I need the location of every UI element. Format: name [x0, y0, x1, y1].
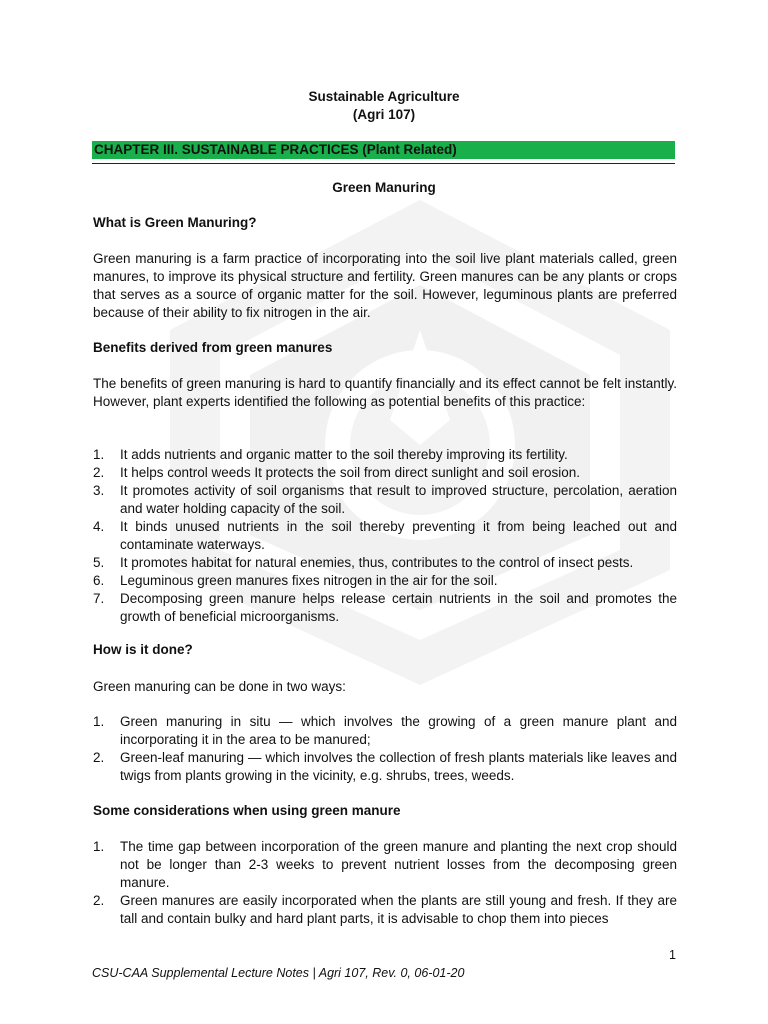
footer-note: CSU-CAA Supplemental Lecture Notes | Agri 107, Rev. 0, 06-01-20	[92, 966, 465, 980]
section-title: Green Manuring	[332, 180, 436, 195]
list-item-text: Green-leaf manuring — which involves the collection of fresh plants materials like leaves and twigs from plants growing in the vicinity, e.g. shrubs, trees, weeds.	[120, 750, 677, 783]
list-number: 7.	[93, 591, 105, 606]
list-item-text: Green manures are easily incorporated when the plants are still young and fresh. If they are tall and contain bulky and hard plant parts, it is advisable to chop them into pieces	[120, 893, 677, 926]
list-item-text: It adds nutrients and organic matter to the soil thereby improving its fertility.	[120, 447, 568, 462]
list-number: 2.	[93, 893, 105, 908]
list-item	[93, 713, 677, 749]
considerations-list	[93, 838, 677, 928]
how-intro-paragraph: Green manuring can be done in two ways:	[93, 679, 346, 694]
list-item	[93, 572, 677, 590]
list-item	[93, 892, 677, 928]
benefits-heading: Benefits derived from green manures	[93, 340, 333, 355]
definition-paragraph: Green manuring is a farm practice of incorporating into the soil live plant materials called, green manures, to improve its physical structure and fertility. Green manures can be any plants or crops that serves as a source of organic matter for the soil. However, leguminous plants are preferred because of their ability to fix nitrogen in the air.	[93, 251, 677, 320]
list-item-text: Green manuring in situ — which involves the growing of a green manure plant and incorporating it in the area to be manured;	[120, 714, 677, 747]
list-item	[93, 518, 677, 554]
page-number: 1	[669, 948, 676, 962]
considerations-heading: Some considerations when using green manure	[93, 803, 401, 818]
list-number: 1.	[93, 447, 105, 462]
list-item-text: Decomposing green manure helps release certain nutrients in the soil and promotes the growth of beneficial microorganisms.	[120, 591, 677, 624]
list-item-text: It helps control weeds It protects the soil from direct sunlight and soil erosion.	[120, 465, 580, 480]
list-item-text: It promotes habitat for natural enemies, thus, contributes to the control of insect pests.	[120, 555, 634, 570]
how-heading: How is it done?	[93, 642, 193, 657]
course-code: (Agri 107)	[352, 107, 416, 122]
question-heading-what: What is Green Manuring?	[93, 215, 257, 230]
list-item	[93, 838, 677, 892]
list-number: 6.	[93, 573, 105, 588]
list-number: 1.	[93, 714, 105, 729]
list-item-text: It promotes activity of soil organisms that result to improved structure, percolation, aeration and water holding capacity of the soil.	[120, 483, 677, 516]
benefits-list	[93, 446, 677, 626]
list-item	[93, 590, 677, 626]
list-number: 3.	[93, 483, 105, 498]
list-item-text: The time gap between incorporation of the green manure and planting the next crop should not be longer than 2-3 weeks to prevent nutrient losses from the decomposing green manure.	[120, 839, 677, 890]
list-number: 5.	[93, 555, 105, 570]
course-title: Sustainable Agriculture	[308, 89, 460, 104]
list-number: 1.	[93, 839, 105, 854]
list-number: 2.	[93, 465, 105, 480]
chapter-banner: CHAPTER III. SUSTAINABLE PRACTICES (Plant Related)	[92, 141, 675, 159]
list-item-text: Leguminous green manures fixes nitrogen in the air for the soil.	[120, 573, 498, 588]
ways-list	[93, 713, 677, 785]
list-number: 4.	[93, 519, 105, 534]
chapter-divider	[92, 163, 675, 164]
list-item	[93, 749, 677, 785]
list-number: 2.	[93, 750, 105, 765]
list-item-text: It binds unused nutrients in the soil thereby preventing it from being leached out and contaminate waterways.	[120, 519, 677, 552]
benefits-intro-paragraph: The benefits of green manuring is hard to quantify financially and its effect cannot be felt instantly. However, plant experts identified the following as potential benefits of this practice:	[93, 376, 677, 409]
list-item	[93, 554, 677, 572]
list-item	[93, 446, 677, 464]
list-item	[93, 482, 677, 518]
list-item	[93, 464, 677, 482]
